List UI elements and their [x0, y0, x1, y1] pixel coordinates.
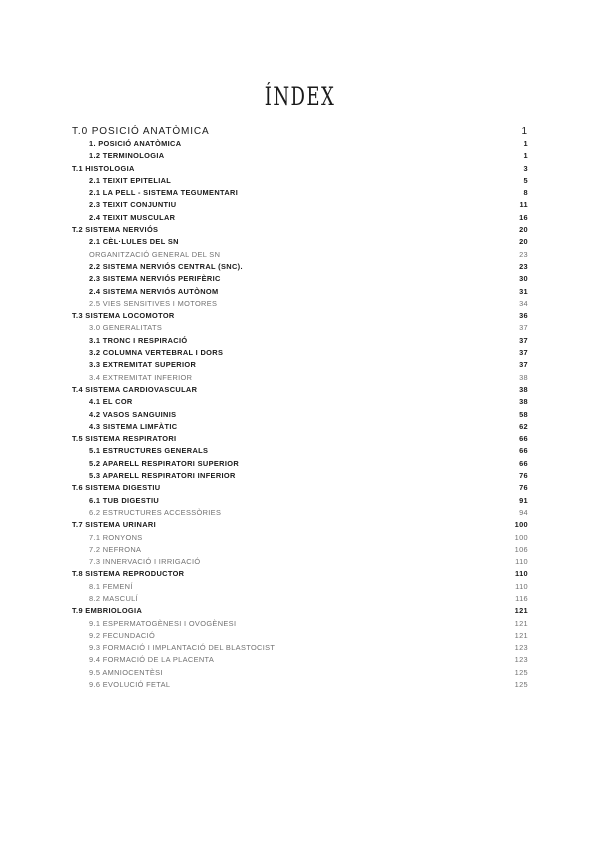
toc-entry	[72, 410, 528, 422]
toc-entry-page: 5	[523, 175, 528, 185]
toc-entry-page: 123	[514, 655, 528, 665]
toc-entry-page: 66	[519, 458, 528, 468]
toc-entry-page: 116	[515, 593, 528, 603]
toc-entry	[72, 274, 528, 286]
toc-entry-page: 37	[519, 323, 528, 333]
toc-entry-page: 121	[514, 618, 528, 628]
toc-entry	[72, 176, 528, 188]
toc-entry	[72, 200, 528, 212]
toc-entry-page: 100	[514, 520, 528, 530]
toc-entry	[72, 348, 528, 360]
toc-entry	[72, 643, 528, 655]
toc-entry-title: 3.3 EXTREMITAT SUPERIOR	[89, 360, 197, 370]
toc-entry	[72, 237, 528, 249]
toc-entry-page: 1	[523, 139, 528, 148]
toc-entry	[72, 188, 528, 200]
toc-entry-title: T.1 HISTOLOGIA	[72, 163, 135, 173]
toc-entry-page: 1	[523, 151, 528, 161]
toc-entry	[72, 360, 528, 372]
toc-entry-page: 30	[519, 274, 528, 284]
toc-entry-title: 2.4 SISTEMA NERVIÓS AUTÒNOM	[89, 286, 219, 296]
toc-entry-title: 2.3 TEIXIT CONJUNTIU	[89, 200, 177, 210]
toc-entry-title: 2.1 LA PELL - SISTEMA TEGUMENTARI	[89, 188, 239, 198]
toc-entry-page: 38	[519, 397, 528, 407]
toc-entry	[72, 385, 528, 397]
toc-entry	[72, 299, 528, 311]
toc-entry-page: 76	[519, 483, 528, 493]
toc-entry-title: 9.4 FORMACIÓ DE LA PLACENTA	[89, 655, 215, 665]
toc-entry-page: 31	[519, 286, 528, 296]
toc-entry-page: 8	[523, 188, 528, 198]
toc-entry-page: 36	[519, 311, 528, 321]
toc-entry-page: 100	[514, 532, 528, 542]
toc-entry-page: 125	[514, 667, 528, 677]
toc-entry	[72, 446, 528, 458]
toc-entry-title: T.3 SISTEMA LOCOMOTOR	[72, 311, 175, 321]
toc-entry-title: 3.2 COLUMNA VERTEBRAL I DORS	[89, 348, 224, 358]
toc-entry-page: 58	[519, 409, 528, 419]
toc-entry	[72, 373, 528, 385]
toc-entry-page: 110	[515, 581, 528, 591]
toc-entry-title: T.5 SISTEMA RESPIRATORI	[72, 434, 177, 444]
toc-entry	[72, 594, 528, 606]
toc-entry	[72, 496, 528, 508]
toc-entry-page: 11	[519, 200, 528, 210]
toc-entry-page: 34	[519, 298, 528, 308]
toc-entry	[72, 655, 528, 667]
toc-entry-page: 123	[514, 643, 528, 653]
toc-entry-page: 16	[519, 212, 528, 222]
toc-entry-title: 7.3 INNERVACIÓ I IRRIGACIÓ	[89, 557, 201, 567]
page-title: ÍNDEX	[264, 82, 336, 111]
toc-entry-title: 4.2 VASOS SANGUINIS	[89, 409, 177, 419]
toc-entry-page: 37	[519, 335, 528, 345]
toc-entry-page: 121	[514, 606, 528, 616]
toc-entry-title: T.7 SISTEMA URINARI	[72, 520, 156, 530]
toc-entry-title: 3.1 TRONC I RESPIRACIÓ	[89, 335, 188, 345]
toc-entry-title: 2.5 VIES SENSITIVES I MOTORES	[89, 298, 218, 308]
toc-entry-page: 66	[519, 434, 528, 444]
toc-entry-title: 5.2 APARELL RESPIRATORI SUPERIOR	[89, 458, 240, 468]
toc-entry	[72, 250, 528, 262]
toc-entry	[72, 287, 528, 299]
toc-entry	[72, 323, 528, 335]
toc-entry-title: 7.2 NEFRONA	[89, 544, 142, 554]
toc-entry-page: 20	[519, 225, 528, 235]
toc-entry-page: 1	[521, 126, 528, 137]
toc-entry-page: 94	[519, 507, 528, 517]
toc-entry-title: 9.5 AMNIOCENTÈSI	[89, 667, 163, 677]
toc-entry	[72, 557, 528, 569]
toc-entry-page: 37	[519, 360, 528, 370]
toc-entry	[72, 606, 528, 618]
toc-entry	[72, 668, 528, 680]
toc-entry-page: 20	[519, 237, 528, 247]
toc-entry	[72, 434, 528, 446]
toc-entry-title: 7.1 RONYONS	[89, 532, 143, 542]
toc-entry-title: T.2 SISTEMA NERVIÓS	[72, 225, 159, 235]
toc-entry-title: 9.6 EVOLUCIÓ FETAL	[89, 680, 171, 690]
toc-entry-title: 9.2 FECUNDACIÓ	[89, 630, 156, 640]
toc-entry-title: 9.1 ESPERMATOGÈNESI I OVOGÈNESI	[89, 618, 237, 628]
toc-entry-title: 3.0 GENERALITATS	[89, 323, 163, 333]
toc-entry	[72, 520, 528, 532]
toc-entry	[72, 631, 528, 643]
toc-entry	[72, 225, 528, 237]
toc-entry	[72, 151, 528, 163]
toc-entry	[72, 680, 528, 692]
toc-entry	[72, 508, 528, 520]
toc-entry-page: 38	[519, 372, 528, 382]
toc-entry-title: 2.4 TEIXIT MUSCULAR	[89, 212, 176, 222]
toc-entry-title: 3.4 EXTREMITAT INFERIOR	[89, 372, 193, 382]
toc-entry-title: 5.1 ESTRUCTURES GENERALS	[89, 446, 209, 456]
toc-entry	[72, 459, 528, 471]
toc-entry	[72, 619, 528, 631]
toc-entry	[72, 336, 528, 348]
toc-entry-title: T.0 POSICIÓ ANATÒMICA	[72, 126, 210, 137]
toc-entry-title: 8.1 FEMENÍ	[89, 581, 133, 591]
toc-entry-title: T.8 SISTEMA REPRODUCTOR	[72, 569, 185, 579]
toc-entry-title: 8.2 MASCULÍ	[89, 593, 139, 603]
toc-entry-title: 2.3 SISTEMA NERVIÓS PERIFÈRIC	[89, 274, 221, 284]
toc-entry-title: 9.3 FORMACIÓ I IMPLANTACIÓ DEL BLASTOCIST	[89, 643, 276, 653]
toc-entry-page: 23	[519, 249, 528, 259]
toc-entry	[72, 311, 528, 323]
toc-entry-title: T.6 SISTEMA DIGESTIU	[72, 483, 161, 493]
toc-entry	[72, 422, 528, 434]
toc-entry	[72, 262, 528, 274]
toc-entry-page: 110	[515, 557, 528, 567]
toc-entry	[72, 213, 528, 225]
toc-entry	[72, 164, 528, 176]
toc-entry-title: 1.2 TERMINOLOGIA	[89, 151, 165, 161]
toc-entry-page: 121	[514, 630, 528, 640]
toc-entry-title: 2.1 CÈL·LULES DEL SN	[89, 237, 179, 247]
toc-entry-title: 4.3 SISTEMA LIMFÀTIC	[89, 421, 178, 431]
toc-entry-title: T.4 SISTEMA CARDIOVASCULAR	[72, 384, 198, 394]
toc-entry-page: 125	[514, 680, 528, 690]
table-of-contents	[72, 126, 528, 692]
toc-entry	[72, 569, 528, 581]
toc-entry-page: 66	[519, 446, 528, 456]
toc-entry-page: 91	[519, 495, 528, 505]
toc-entry-title: 2.2 SISTEMA NERVIÓS CENTRAL (SNC).	[89, 261, 243, 271]
toc-entry	[72, 533, 528, 545]
toc-entry-page: 3	[523, 163, 528, 173]
toc-entry-title: 5.3 APARELL RESPIRATORI INFERIOR	[89, 471, 236, 481]
toc-entry-title: 6.2 ESTRUCTURES ACCESSÒRIES	[89, 507, 222, 517]
toc-entry	[72, 397, 528, 409]
toc-entry-title: 6.1 TUB DIGESTIU	[89, 495, 160, 505]
toc-entry	[72, 139, 528, 151]
toc-entry-title: 4.1 EL COR	[89, 397, 133, 407]
toc-entry	[72, 471, 528, 483]
toc-entry-title: ORGANITZACIÓ GENERAL DEL SN	[89, 249, 221, 259]
toc-entry-page: 62	[519, 421, 528, 431]
toc-entry-title: 2.1 TEIXIT EPITELIAL	[89, 175, 172, 185]
toc-entry-page: 106	[514, 544, 528, 554]
toc-entry-page: 37	[519, 348, 528, 358]
toc-entry	[72, 483, 528, 495]
toc-entry-page: 110	[515, 569, 528, 579]
toc-entry-page: 76	[519, 471, 528, 481]
toc-entry-title: 1. POSICIÓ ANATÒMICA	[89, 139, 182, 148]
toc-entry-page: 38	[519, 384, 528, 394]
toc-entry-title: T.9 EMBRIOLOGIA	[72, 606, 143, 616]
toc-entry	[72, 582, 528, 594]
toc-entry	[72, 126, 528, 139]
toc-entry	[72, 545, 528, 557]
toc-entry-page: 23	[519, 261, 528, 271]
